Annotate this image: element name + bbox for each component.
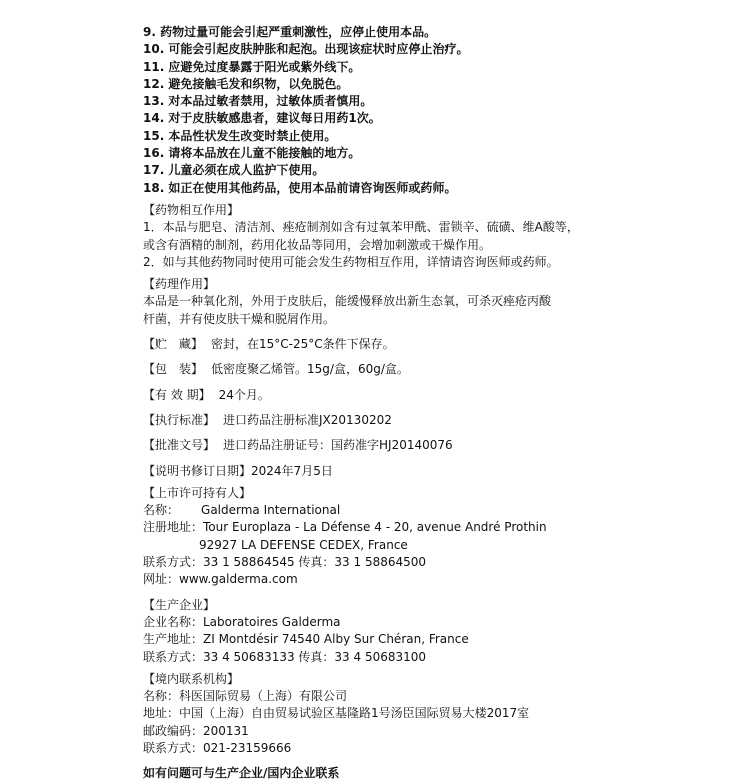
package-label: 【包 装】	[143, 362, 204, 377]
holder-address-line2: 92927 LA DEFENSE CEDEX, France	[199, 537, 408, 552]
package-value: 低密度聚乙烯管。15g/盒，60g/盒。	[211, 362, 409, 377]
holder-section	[143, 485, 603, 589]
footer-note: 如有问题可与生产企业/国内企业联系	[143, 766, 340, 781]
validity-value: 24个月。	[218, 387, 270, 402]
holder-website[interactable]: 网址：www.galderma.com	[143, 572, 298, 587]
manufacturer-section	[143, 597, 603, 666]
revision-value: 2024年7月5日	[251, 463, 333, 478]
warnings-list	[143, 24, 603, 197]
revision-label: 【说明书修订日期】	[143, 463, 252, 478]
domestic-name: 名称：科医国际贸易（上海）有限公司	[143, 689, 348, 704]
holder-name-label: 名称：	[143, 503, 180, 518]
pharmacology-section	[143, 276, 603, 328]
warning-item: 11. 应避免过度暴露于阳光或紫外线下。	[143, 59, 361, 74]
domestic-contact: 联系方式：021-23159666	[143, 740, 292, 755]
warning-item: 17. 儿童必须在成人监护下使用。	[143, 163, 325, 178]
holder-contact: 联系方式：33 1 58864545 传真：33 1 58864500	[143, 555, 427, 570]
validity-label: 【有 效 期】	[143, 387, 211, 402]
warning-item: 15. 本品性状发生改变时禁止使用。	[143, 128, 337, 143]
warning-item: 14. 对于皮肤敏感患者，建议每日用药1次。	[143, 111, 381, 126]
warning-item: 10. 可能会引起皮肤肿胀和起泡。出现该症状时应停止治疗。	[143, 42, 469, 57]
holder-address-label: 注册地址：	[143, 520, 204, 535]
section-heading: 【药物相互作用】	[143, 202, 240, 217]
storage-row	[143, 336, 603, 353]
warning-item: 16. 请将本品放在儿童不能接触的地方。	[143, 146, 361, 161]
holder-name-row	[143, 502, 603, 519]
standard-value: 进口药品注册标准JX20130202	[223, 412, 392, 427]
drug-leaflet	[143, 24, 603, 783]
warning-item: 13. 对本品过敏者禁用，过敏体质者慎用。	[143, 94, 373, 109]
approval-value: 进口药品注册证号：国药准字HJ20140076	[223, 438, 453, 453]
interaction-line: 或含有酒精的制剂，药用化妆品等同用，会增加刺激或干燥作用。	[143, 237, 492, 252]
domestic-address: 地址：中国（上海）自由贸易试验区基隆路1号汤臣国际贸易大楼2017室	[143, 706, 530, 721]
domestic-section	[143, 671, 603, 757]
interaction-line: 1．本品与肥皂、清洁剂、痤疮制剂如含有过氧苯甲酰、雷锁辛、硫磺、维A酸等，	[143, 220, 579, 235]
warning-item: 18. 如正在使用其他药品，使用本品前请咨询医师或药师。	[143, 180, 457, 195]
section-heading: 【境内联系机构】	[143, 671, 240, 686]
holder-address-line1: Tour Europlaza - La Défense 4 - 20, avenue André Prothin	[203, 520, 547, 535]
validity-row	[143, 387, 603, 404]
standard-label: 【执行标准】	[143, 412, 216, 427]
section-heading: 【上市许可持有人】	[143, 485, 252, 500]
pharmacology-line: 杆菌，并有使皮肤干燥和脱屑作用。	[143, 311, 336, 326]
holder-name: Galderma International	[201, 503, 341, 518]
manufacturer-address: 生产地址：ZI Montdésir 74540 Alby Sur Chéran, France	[143, 632, 469, 647]
interaction-line: 2．如与其他药物同时使用可能会发生药物相互作用，详情请咨询医师或药师。	[143, 254, 559, 269]
approval-row	[143, 437, 603, 454]
holder-address-row	[143, 519, 603, 536]
approval-label: 【批准文号】	[143, 438, 216, 453]
interactions-section	[143, 202, 603, 271]
standard-row	[143, 412, 603, 429]
package-row	[143, 361, 603, 378]
storage-label: 【贮 藏】	[143, 337, 204, 352]
section-heading: 【生产企业】	[143, 597, 216, 612]
section-heading: 【药理作用】	[143, 277, 216, 292]
pharmacology-line: 本品是一种氧化剂，外用于皮肤后，能缓慢释放出新生态氧，可杀灭痤疮丙酸	[143, 294, 552, 309]
manufacturer-name: 企业名称：Laboratoires Galderma	[143, 614, 341, 629]
manufacturer-contact: 联系方式：33 4 50683133 传真：33 4 50683100	[143, 649, 427, 664]
revision-row	[143, 463, 603, 480]
storage-value: 密封，在15°C-25°C条件下保存。	[211, 337, 395, 352]
domestic-postcode: 邮政编码：200131	[143, 723, 249, 738]
warning-item: 9. 药物过量可能会引起严重刺激性，应停止使用本品。	[143, 25, 437, 39]
warning-item: 12. 避免接触毛发和织物，以免脱色。	[143, 76, 349, 91]
